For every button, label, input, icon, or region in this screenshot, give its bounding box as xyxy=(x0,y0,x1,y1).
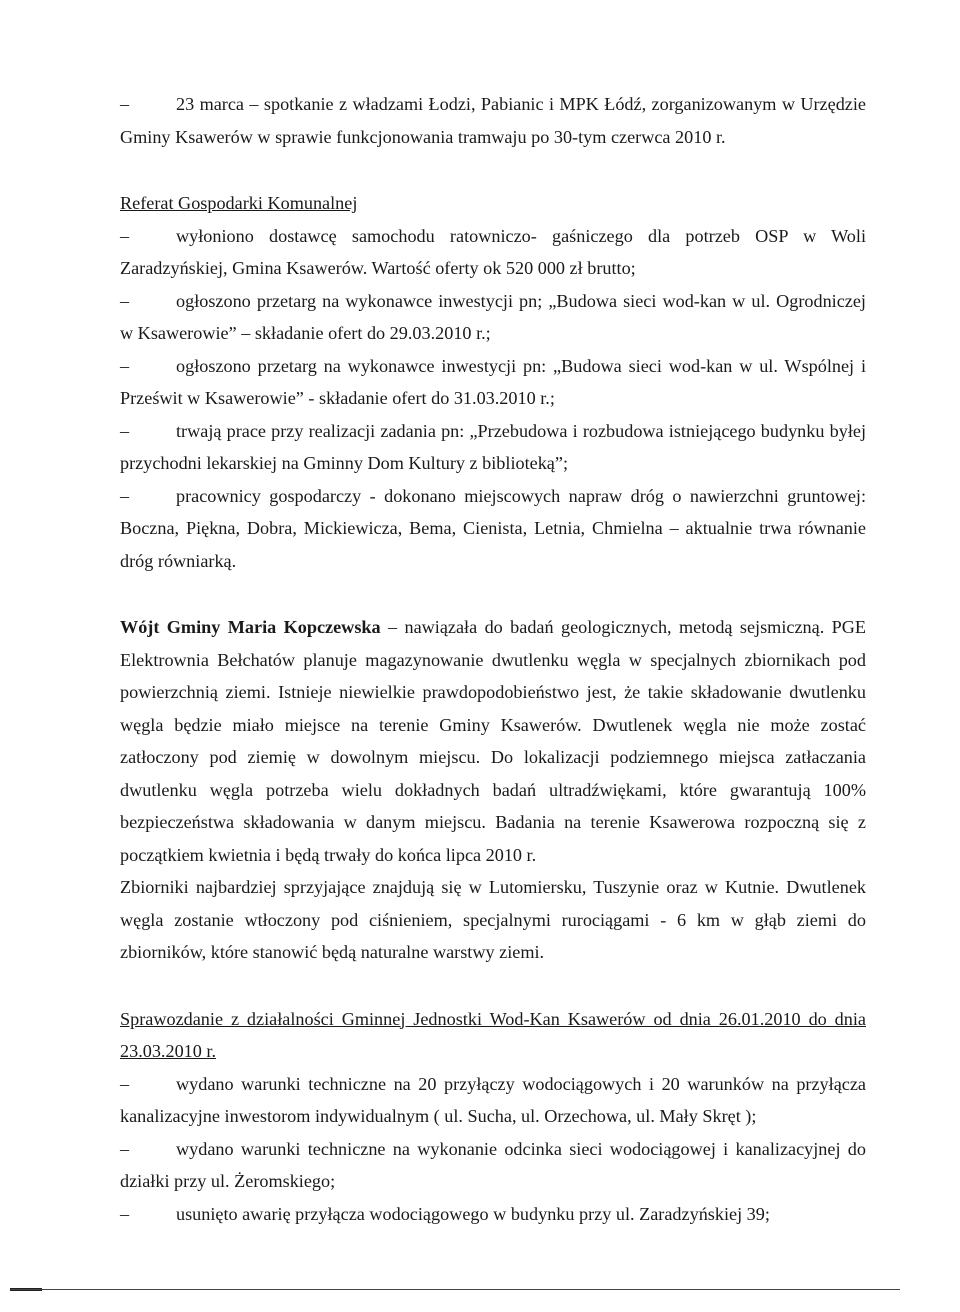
item-text: wyłoniono dostawcę samochodu ratowniczo- gaśniczego dla potrzeb OSP w Woli Zaradzyńskiej, Gmina Ksawerów. Wartość oferty ok 520 000 zł brutto; xyxy=(120,225,866,278)
zbiorniki-paragraph: Zbiorniki najbardziej sprzyjające znajdują się w Lutomiersku, Tuszynie oraz w Kutnie. Dwutlenek węgla zostanie wtłoczony pod ciśnieniem, specjalnymi rurociągami - 6 km w głąb ziemi do zbiorników, które stanowić będą naturalne warstwy ziemi. xyxy=(120,877,866,962)
item-text: usunięto awarię przyłącza wodociągowego w budynku przy ul. Zaradzyńskiej 39; xyxy=(176,1203,770,1224)
dash-bullet: – xyxy=(120,94,130,114)
list-item xyxy=(120,480,866,578)
item-text: wydano warunki techniczne na 20 przyłączy wodociągowych i 20 warunków na przyłącza kanalizacyjne inwestorom indywidualnym ( ul. Sucha, ul. Orzechowa, ul. Mały Skręt ); xyxy=(120,1073,866,1126)
item-text: wydano warunki techniczne na wykonanie odcinka sieci wodociągowej i kanalizacyjnej do działki przy ul. Żeromskiego; xyxy=(120,1138,866,1191)
dash-bullet: – xyxy=(120,355,130,376)
list-item xyxy=(120,285,866,350)
paragraph-text: – nawiązała do badań geologicznych, metodą sejsmiczną. PGE Elektrownia Bełchatów planuje magazynowanie dwutlenku węgla w specjalnych zbiornikach pod powierzchnią ziemi. Istnieje niewielkie prawdopodobieństwo jest, że takie składowanie dwutlenku węgla będzie miało miejsce na terenie Gminy Ksawerów. Dwutlenek węgla nie może zostać zatłoczony pod ziemię w dowolnym miejscu. Do lokalizacji podziemnego miejsca zatłaczania dwutlenku węgla potrzeba wielu dokładnych badań ultradźwiękami, które gwarantują 100% bezpieczeństwa składowania w danym miejscu. Badania na terenie Ksawerowa rozpoczną się z początkiem kwietnia i będą trwały do końca lipca 2010 r. xyxy=(120,617,866,865)
list-item xyxy=(120,1068,866,1133)
item-text: ogłoszono przetarg na wykonawce inwestycji pn; „Budowa sieci wod-kan w ul. Ogrodniczej w Ksawerowie” – składanie ofert do 29.03.2010 r.; xyxy=(120,290,866,343)
dash-bullet: – xyxy=(120,420,130,441)
item-text: ogłoszono przetarg na wykonawce inwestycji pn: „Budowa sieci wod-kan w ul. Wspólnej i Prześwit w Ksawerowie” - składanie ofert do 31.03.2010 r.; xyxy=(120,355,866,408)
item-text: 23 marca – spotkanie z władzami Łodzi, Pabianic i MPK Łódź, zorganizowanym w Urzędzie Gminy Ksawerów w sprawie funkcjonowania tramwaju po 30-tym czerwca 2010 r. xyxy=(120,94,866,147)
item-text: trwają prace przy realizacji zadania pn: „Przebudowa i rozbudowa istniejącego budynku byłej przychodni lekarskiej na Gminny Dom Kultury z biblioteką”; xyxy=(120,420,866,473)
list-item xyxy=(120,1133,866,1198)
section-heading-wodkan: Sprawozdanie z działalności Gminnej Jednostki Wod-Kan Ksawerów od dnia 26.01.2010 do dnia 23.03.2010 r. xyxy=(120,1008,866,1061)
list-item xyxy=(120,1198,866,1231)
section-heading-komunalnej: Referat Gospodarki Komunalnej xyxy=(120,193,358,213)
item-text: pracownicy gospodarczy - dokonano miejscowych napraw dróg o nawierzchni gruntowej: Boczna, Piękna, Dobra, Mickiewicza, Bema, Cienista, Letnia, Chmielna – aktualnie trwa równanie dróg równiarką. xyxy=(120,485,866,571)
wojt-paragraph xyxy=(120,611,866,871)
dash-bullet: – xyxy=(120,290,130,311)
dash-bullet: – xyxy=(120,1138,130,1159)
dash-bullet: – xyxy=(120,1073,130,1094)
speaker-name: Wójt Gminy Maria Kopczewska xyxy=(120,617,381,637)
list-item xyxy=(120,88,866,153)
list-item xyxy=(120,350,866,415)
list-item xyxy=(120,220,866,285)
list-item xyxy=(120,415,866,480)
dash-bullet: – xyxy=(120,225,130,246)
bottom-rule xyxy=(10,1289,900,1290)
dash-bullet: – xyxy=(120,485,130,506)
dash-bullet: – xyxy=(120,1203,130,1224)
